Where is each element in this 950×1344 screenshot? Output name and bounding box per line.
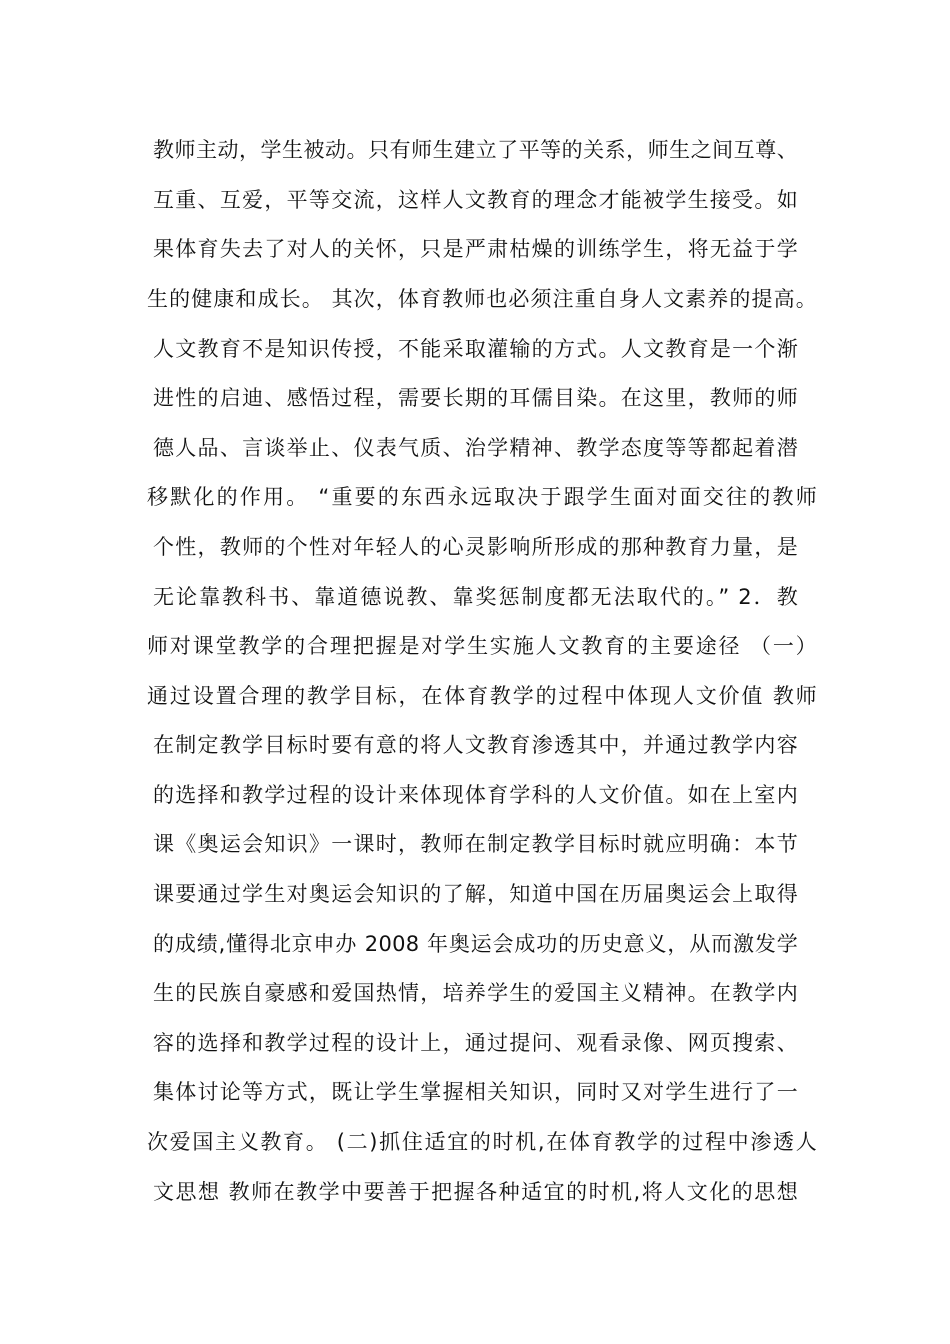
text-line-2: 互重、互爱，平等交流，这样人文教育的理念才能被学生接受。如: [153, 188, 798, 212]
text-line-15: 课《奥运会知识》一课时，教师在制定教学目标时就应明确：本节: [153, 832, 798, 856]
text-line-7: 德人品、言谈举止、仪表气质、治学精神、教学态度等等都起着潜: [153, 436, 798, 460]
text-line-21: 次爱国主义教育。 (二)抓住适宜的时机,在体育教学的过程中渗透人: [147, 1130, 817, 1154]
text-line-14: 的选择和教学过程的设计来体现体育学科的人文价值。如在上室内: [153, 783, 798, 807]
text-line-16: 课要通过学生对奥运会知识的了解，知道中国在历届奥运会上取得: [153, 882, 798, 906]
text-line-3: 果体育失去了对人的关怀，只是严肃枯燥的训练学生，将无益于学: [153, 237, 798, 261]
text-line-11: 师对课堂教学的合理把握是对学生实施人文教育的主要途径 （一）: [147, 634, 817, 658]
text-line-17: 的成绩,懂得北京申办 2008 年奥运会成功的历史意义，从而激发学: [153, 932, 798, 956]
text-line-12: 通过设置合理的教学目标，在体育教学的过程中体现人文价值 教师: [147, 684, 817, 708]
text-line-8: 移默化的作用。 “重要的东西永远取决于跟学生面对面交往的教师: [147, 485, 817, 509]
text-line-10: 无论靠教科书、靠道德说教、靠奖惩制度都无法取代的。” 2．教: [153, 585, 798, 609]
text-line-13: 在制定教学目标时要有意的将人文教育渗透其中，并通过教学内容: [153, 733, 798, 757]
text-line-9: 个性，教师的个性对年轻人的心灵影响所形成的那种教育力量，是: [153, 535, 798, 559]
text-line-20: 集体讨论等方式，既让学生掌握相关知识，同时又对学生进行了一: [153, 1080, 798, 1104]
text-line-6: 进性的启迪、感悟过程，需要长期的耳儒目染。在这里，教师的师: [153, 386, 798, 410]
text-line-18: 生的民族自豪感和爱国热情，培养学生的爱国主义精神。在教学内: [153, 981, 798, 1005]
text-line-19: 容的选择和教学过程的设计上，通过提问、观看录像、网页搜索、: [153, 1031, 798, 1055]
text-line-22: 文思想 教师在教学中要善于把握各种适宜的时机,将人文化的思想: [153, 1180, 798, 1204]
text-line-1: 教师主动，学生被动。只有师生建立了平等的关系，师生之间互尊、: [153, 138, 798, 162]
text-line-5: 人文教育不是知识传授，不能采取灌输的方式。人文教育是一个渐: [153, 337, 798, 361]
text-line-4: 生的健康和成长。 其次，体育教师也必须注重自身人文素养的提高。: [147, 287, 817, 311]
